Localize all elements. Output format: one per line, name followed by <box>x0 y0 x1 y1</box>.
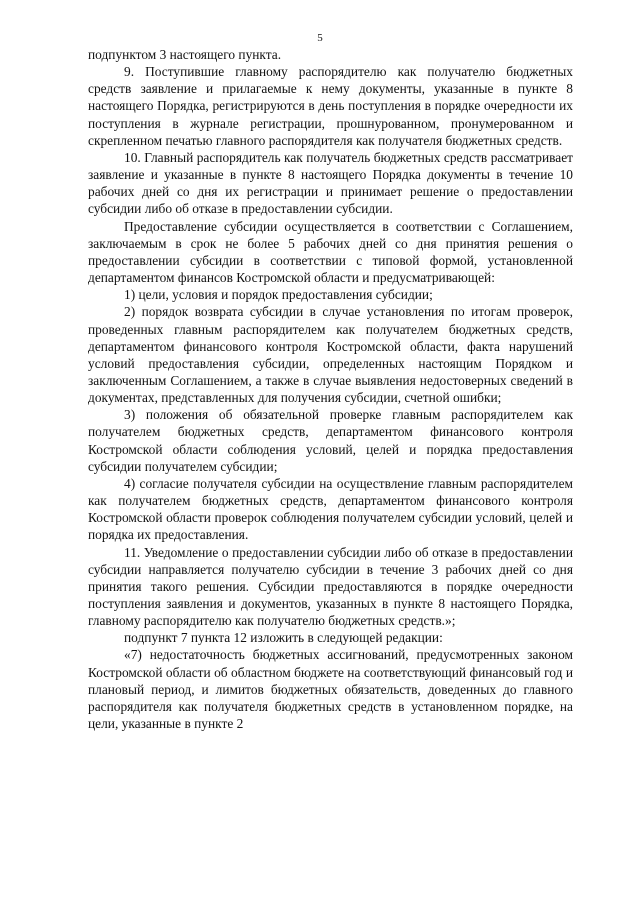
page-number: 5 <box>317 32 323 44</box>
list-item-2: 2) порядок возврата субсидии в случае установления по итогам проверок, проведенных главным распорядителем как получателем бюджетных средств, департаментом финансового контроля Костромской области, факта нарушений условий предоставления субсидии, определенных настоящим Порядком и заключенным Соглашением, а также в случае выявления недостоверных сведений в документах, представленных для получения субсидии, счетной ошибки; <box>88 304 573 406</box>
paragraph-item-10: 10. Главный распорядитель как получатель бюджетных средств рассматривает заявление и указанные в пункте 8 настоящего Порядка документы в течение 10 рабочих дней со дня их регистрации и принимает решение о предоставлении субсидии либо об отказе в предоставлении субсидии. <box>88 149 573 217</box>
list-item-4: 4) согласие получателя субсидии на осуществление главным распорядителем как получателем бюджетных средств, департаментом финансового контроля Костромской области проверок соблюдения получателем субсидии условий, целей и порядка их предоставления. <box>88 475 573 543</box>
paragraph-subitem-7: «7) недостаточность бюджетных ассигнований, предусмотренных законом Костромской области об областном бюджете на соответствующий финансовый год и плановый период, и лимитов бюджетных обязательств, доведенных до главного распорядителя как получателя бюджетных средств в установленном порядке, на цели, указанные в пункте 2 <box>88 647 573 732</box>
paragraph-subsidy-agreement: Предоставление субсидии осуществляется в соответствии с Соглашением, заключаемым в срок не более 5 рабочих дней со дня принятия решения о предоставлении субсидии в соответствии с типовой формой, установленной департаментом финансов Костромской области и предусматривающей: <box>88 218 573 286</box>
paragraph-continuation: подпунктом 3 настоящего пункта. <box>88 47 282 62</box>
paragraph-item-11: 11. Уведомление о предоставлении субсидии либо об отказе в предоставлении субсидии направляется получателю субсидии в течение 3 рабочих дней со дня принятия такого решения. Субсидии предоставляются в порядке очередности поступления заявления и документов, указанных в пункте 8 настоящего Порядка, главному распорядителю как получателю бюджетных средств.»; <box>88 544 573 629</box>
list-item-1: 1) цели, условия и порядок предоставления субсидии; <box>124 287 433 303</box>
paragraph-item-9: 9. Поступившие главному распорядителю как получателю бюджетных средств заявление и прилагаемые к нему документы, указанные в пункте 8 настоящего Порядка, регистрируются в день поступления в порядке очередности их поступления в журнале регистрации, прошнурованном, пронумерованном и скрепленном печатью главного распорядителя как получателя бюджетных средств. <box>88 64 573 148</box>
document-body <box>88 46 573 732</box>
list-item-3: 3) положения об обязательной проверке главным распорядителем как получателем бюджетных средств, департаментом финансового контроля Костромской области соблюдения условий, целей и порядка предоставления субсидии получателем субсидии; <box>88 407 573 474</box>
paragraph-amendment-instruction: подпункт 7 пункта 12 изложить в следующей редакции: <box>124 630 443 646</box>
